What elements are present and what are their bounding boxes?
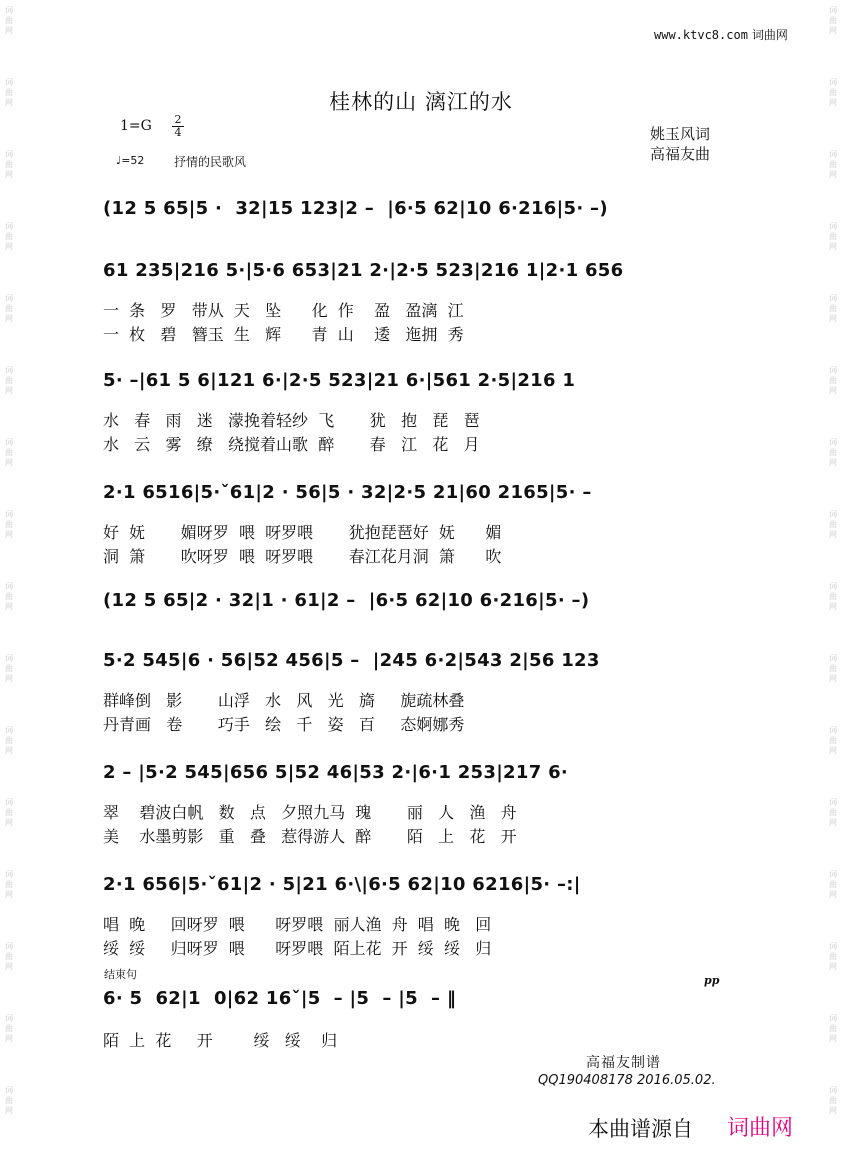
- notation-line: [103, 258, 743, 288]
- notation-text: (12 5 65|2 · 32|1 · 61|2 – |6·5 62|10 6·216|5· –): [103, 590, 590, 611]
- watermark-label: 词 曲 网: [5, 510, 13, 539]
- site-header: [654, 26, 788, 43]
- watermark-label: 词 曲 网: [829, 150, 837, 179]
- right-watermark-strip: [824, 0, 842, 1171]
- tempo-marking: ♩=52: [116, 154, 145, 167]
- watermark-label: 词 曲 网: [829, 1086, 837, 1115]
- watermark-label: 词 曲 网: [5, 1086, 13, 1115]
- left-watermark-strip: [0, 0, 18, 1171]
- watermark-label: 词 曲 网: [829, 438, 837, 467]
- watermark-label: 词 曲 网: [829, 366, 837, 395]
- watermark-label: 词 曲 网: [5, 582, 13, 611]
- notation-line: [103, 368, 743, 398]
- watermark-label: 词 曲 网: [829, 222, 837, 251]
- watermark-label: 词 曲 网: [5, 150, 13, 179]
- watermark-label: 词 曲 网: [5, 294, 13, 323]
- ending-label: 结束句: [104, 968, 137, 981]
- notation-line: [103, 986, 743, 1016]
- notation-text: 6· 5 62|1 0|62 16ˇ|5 – |5 – |5 – ‖: [103, 988, 457, 1009]
- watermark-label: 词 曲 网: [5, 942, 13, 971]
- lyric-verse-2: 绥 绥 归呀罗 喂 呀罗喂 陌上花 开 绥 绥 归: [103, 939, 492, 958]
- lyric-verse-1: 唱 晚 回呀罗 喂 呀罗喂 丽人渔 舟 唱 晚 回: [103, 915, 492, 934]
- style-marking: 抒情的民歌风: [174, 155, 247, 169]
- notation-text: 5·2 545|6 · 56|52 456|5 – |245 6·2|543 2|56 123: [103, 650, 600, 671]
- lyric-verse-1: 一 条 罗 带从 天 坠 化 作 盈 盈漓 江: [103, 301, 464, 320]
- notation-text: 2·1 656|5·ˇ61|2 · 5|21 6·\|6·5 62|10 6216|5· –:|: [103, 874, 581, 895]
- watermark-label: 词 曲 网: [5, 726, 13, 755]
- notation-text: 61 235|216 5·|5·6 653|21 2·|2·5 523|216 1|2·1 656: [103, 260, 624, 281]
- watermark-label: 词 曲 网: [5, 438, 13, 467]
- lyric-verse-2: 美 水墨剪影 重 叠 惹得游人 醉 陌 上 花 开: [103, 827, 517, 846]
- notation-line: [103, 760, 743, 790]
- credits: [650, 124, 710, 164]
- dynamics-marking: pp: [704, 974, 720, 987]
- watermark-label: 词 曲 网: [5, 222, 13, 251]
- notation-line: [103, 480, 743, 510]
- composer: 高福友曲: [650, 145, 711, 163]
- watermark-label: 词 曲 网: [829, 654, 837, 683]
- source-text: 本曲谱源自: [588, 1117, 693, 1141]
- watermark-label: 词 曲 网: [829, 294, 837, 323]
- notation-line: [103, 196, 743, 226]
- lyric-verse-1: 陌 上 花 开 绥 绥 归: [103, 1031, 338, 1050]
- watermark-label: 词 曲 网: [829, 78, 837, 107]
- lyric-verse-1: 水 春 雨 迷 濛挽着轻纱 飞 犹 抱 琵 琶: [103, 411, 480, 430]
- lyric-verse-2: 丹青画 卷 巧手 绘 千 姿 百 态婀娜秀: [103, 715, 465, 734]
- watermark-label: 词 曲 网: [5, 870, 13, 899]
- watermark-label: 词 曲 网: [829, 942, 837, 971]
- notation-line: [103, 588, 743, 618]
- site-url[interactable]: www.ktvc8.com: [654, 28, 748, 42]
- lyric-verse-1: 群峰倒 影 山浮 水 风 光 旖 旎疏林叠: [103, 691, 465, 710]
- watermark-label: 词 曲 网: [829, 510, 837, 539]
- contact-date: QQ190408178 2016.05.02.: [538, 1073, 716, 1088]
- watermark-label: 词 曲 网: [829, 1014, 837, 1043]
- lyric-verse-1: 好 妩 媚呀罗 喂 呀罗喂 犹抱琵琶好 妩 媚: [103, 523, 502, 542]
- watermark-label: 词 曲 网: [5, 1014, 13, 1043]
- notation-text: 2 – |5·2 545|656 5|52 46|53 2·|6·1 253|217 6·: [103, 762, 569, 783]
- notation-line: [103, 872, 743, 902]
- lyric-verse-2: 洞 箫 吹呀罗 喂 呀罗喂 春江花月洞 箫 吹: [103, 547, 502, 566]
- watermark-label: 词 曲 网: [5, 78, 13, 107]
- notation-text: 2·1 6516|5·ˇ61|2 · 56|5 · 32|2·5 21|60 2165|5· –: [103, 482, 592, 503]
- lyric-verse-2: 一 枚 碧 簪玉 生 辉 青 山 逶 迤拥 秀: [103, 325, 464, 344]
- song-title: 桂林的山 漓江的水: [329, 90, 513, 114]
- arranger-credit: 高福友制谱: [586, 1055, 661, 1071]
- notation-text: (12 5 65|5 · 32|15 123|2 – |6·5 62|10 6·216|5· –): [103, 198, 608, 219]
- notation-text: 5· –|61 5 6|121 6·|2·5 523|21 6·|561 2·5|216 1: [103, 370, 576, 391]
- watermark-label: 词 曲 网: [829, 870, 837, 899]
- watermark-label: 词 曲 网: [829, 798, 837, 827]
- lyric-verse-2: 水 云 雾 缭 绕搅着山歌 醉 春 江 花 月: [103, 435, 480, 454]
- lyricist: 姚玉风词: [650, 125, 711, 143]
- site-name[interactable]: 词曲网: [751, 28, 788, 42]
- watermark-label: 词 曲 网: [829, 582, 837, 611]
- lyric-verse-1: 翠 碧波白帆 数 点 夕照九马 瑰 丽 人 渔 舟: [103, 803, 517, 822]
- key-signature: 1=G: [120, 118, 152, 134]
- watermark-label: 词 曲 网: [5, 798, 13, 827]
- source-brand[interactable]: 词曲网: [727, 1116, 794, 1141]
- watermark-label: 词 曲 网: [5, 6, 13, 35]
- notation-line: [103, 648, 743, 678]
- meter-bottom: 4: [172, 126, 184, 139]
- meter-top: 2: [174, 113, 182, 126]
- watermark-label: 词 曲 网: [829, 6, 837, 35]
- time-signature: [172, 114, 184, 139]
- watermark-label: 词 曲 网: [5, 366, 13, 395]
- watermark-label: 词 曲 网: [5, 654, 13, 683]
- watermark-label: 词 曲 网: [829, 726, 837, 755]
